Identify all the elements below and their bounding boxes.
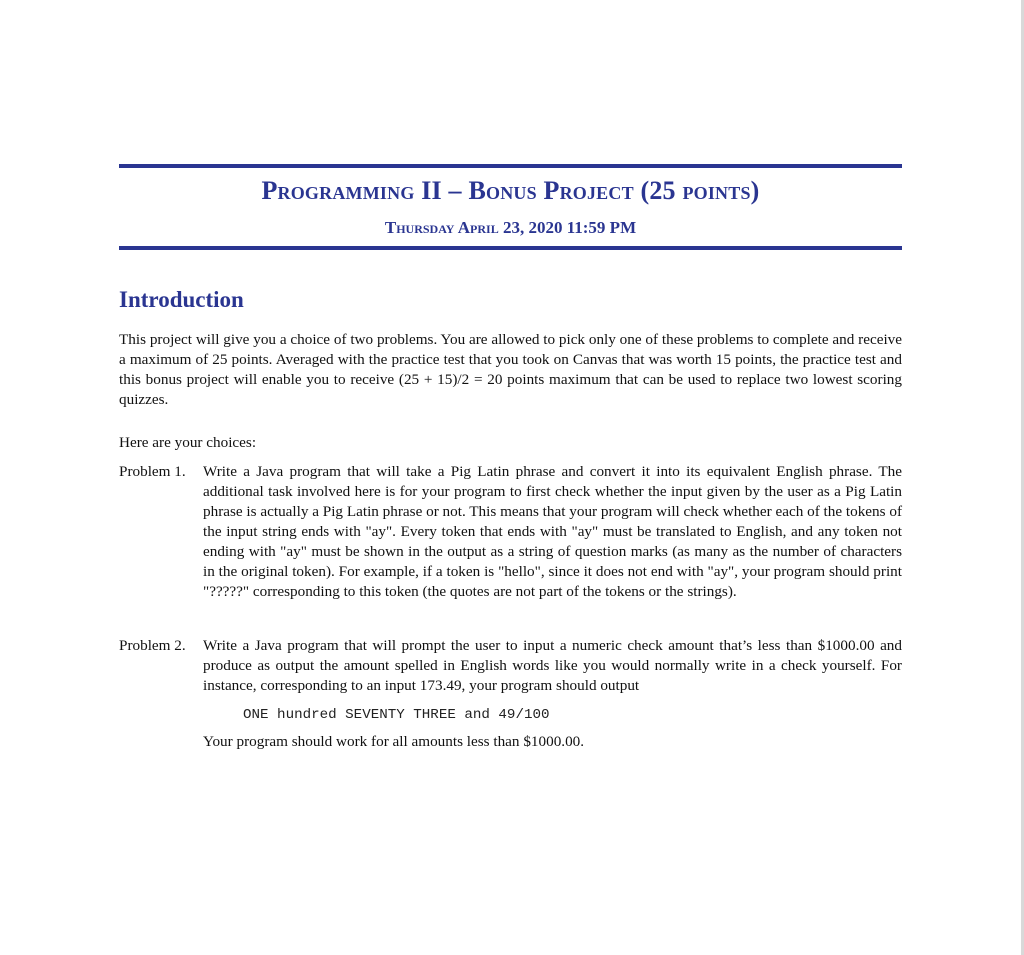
header-bottom-rule xyxy=(119,246,902,250)
problem-text: Write a Java program that will take a Pig Latin phrase and convert it into its equivalent English phrase. The additional task involved here is for your program to first check whether the input given by the user as a Pig Latin phrase is actually a Pig Latin phrase or not. This means that your program will check whether each of the tokens of the input string ends with "ay". Every token that ends with "ay" must be translated to English, and any token not ending with "ay" must be shown in the output as a string of question marks (as many as the number of characters in the original token). For example, if a token is "hello", since it does not end with "ay", your program should print "?????" corresponding to this token (the quotes are not part of the tokens or the strings). xyxy=(203,463,902,600)
problem-note: Your program should work for all amounts less than $1000.00. xyxy=(203,733,585,750)
intro-paragraph: This project will give you a choice of two problems. You are allowed to pick only one of these problems to complete and receive a maximum of 25 points. Averaged with the practice test that you took on Canvas that was worth 15 points, the practice test and this bonus project will enable you to receive (25 + 15)/2 = 20 points maximum that can be used to replace two lowest scoring quizzes. xyxy=(119,331,902,408)
problem-label: Problem 1. xyxy=(119,463,186,480)
header-top-rule xyxy=(119,164,902,168)
sample-output-code: ONE hundred SEVENTY THREE and 49/100 xyxy=(243,707,550,723)
problem-text: Write a Java program that will prompt the user to input a numeric check amount that’s less than $1000.00 and produce as output the amount spelled in English words like you would normally write in a check yourself. For instance, corresponding to an input 173.49, your program should output xyxy=(203,637,902,694)
problem-item xyxy=(119,636,902,752)
document-due-date: Thursday April 23, 2020 11:59 PM xyxy=(384,218,637,237)
section-heading-introduction: Introduction xyxy=(119,287,244,312)
choices-label: Here are your choices: xyxy=(119,434,257,451)
problem-item xyxy=(119,462,902,602)
document-title: Programming II – Bonus Project (25 points) xyxy=(261,176,760,205)
problem-label: Problem 2. xyxy=(119,637,186,654)
